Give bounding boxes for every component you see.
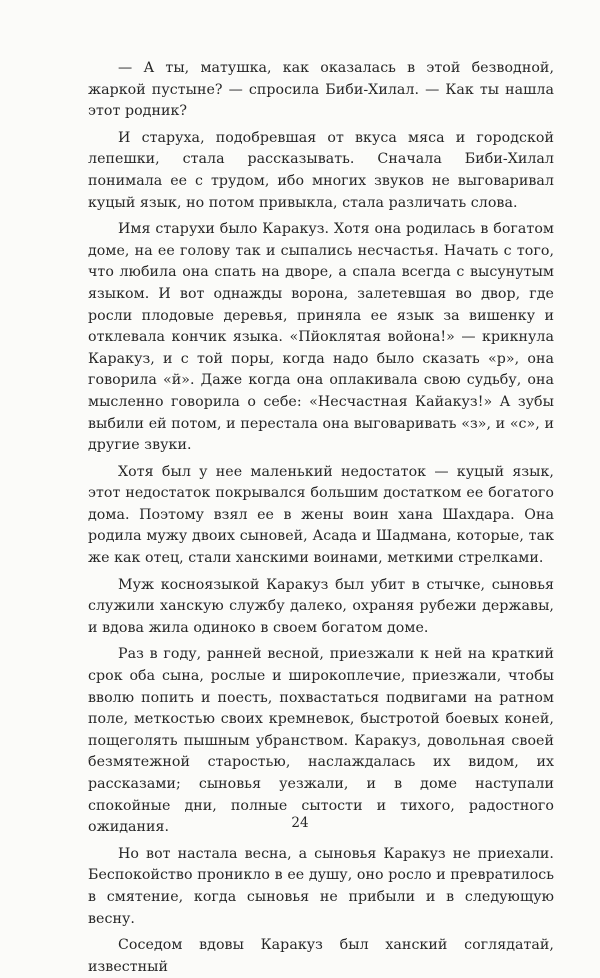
paragraph-2: И старуха, подобревшая от вкуса мяса и городской лепешки, стала рассказывать. Сначала Биби-Хилал понимала ее с трудом, ибо многих звуков не выговаривал куцый язык, но потом привыкла, стала различать слова. [88,129,554,211]
paragraph-1: — А ты, матушка, как оказалась в этой безводной, жаркой пустыне? — спросила Биби-Хилал. — Как ты нашла этот родник? [88,60,554,120]
paragraph-7: Но вот настала весна, а сыновья Каракуз не приехали. Беспокойство проникло в ее душу, оно росло и превратилось в смятение, когда сыновья не прибыли и в следующую весну. [88,845,554,927]
paragraph-6: Раз в году, ранней весной, приезжали к ней на краткий срок оба сына, рослые и широкоплечие, приезжали, чтобы вволю попить и поесть, похвастаться подвигами на ратном поле, меткостью своих кремневок, быстротой боевых коней, пощеголять пышным убранством. Каракуз, довольная своей безмятежной старостью, наслаждалась их видом, их рассказами; сыновья уезжали, и в доме наступали спокойные дни, полные сытости и тихого, радостного ожидания. [88,646,554,836]
paragraph-5: Муж косноязыкой Каракуз был убит в стычке, сыновья служили ханскую службу далеко, охраняя рубежи державы, и вдова жила одиноко в своем богатом доме. [88,576,554,636]
paragraph-4: Хотя был у нее маленький недостаток — куцый язык, этот недостаток покрывался большим достатком ее богатого дома. Поэтому взял ее в жены воин хана Шахдара. Она родила мужу двоих сыновей, Асада и Шадмана, которые, так же как отец, стали ханскими воинами, меткими стрелками. [88,463,554,567]
paragraph-8: Соседом вдовы Каракуз был ханский соглядатай, известный [88,937,554,975]
page-number: 24 [291,815,309,831]
paragraph-3: Имя старухи было Каракуз. Хотя она родилась в богатом доме, на ее голову так и сыпались несчастья. Начать с того, что любила она спать на дворе, а спала всегда с высунутым языком. И вот однажды ворона, залетевшая во двор, где росли плодовые деревья, приняла ее язык за вишенку и отклевала кончик языка. «Пйоклятая войона!» — крикнула Каракуз, и с той поры, когда надо было сказать «р», она говорила «й». Даже когда она оплакивала свою судьбу, она мысленно говорила о себе: «Несчастная Кайакуз!» А зубы выбили ей потом, и перестала она выговаривать «з», и «с», и другие звуки. [88,221,554,454]
page-body [88,58,554,978]
